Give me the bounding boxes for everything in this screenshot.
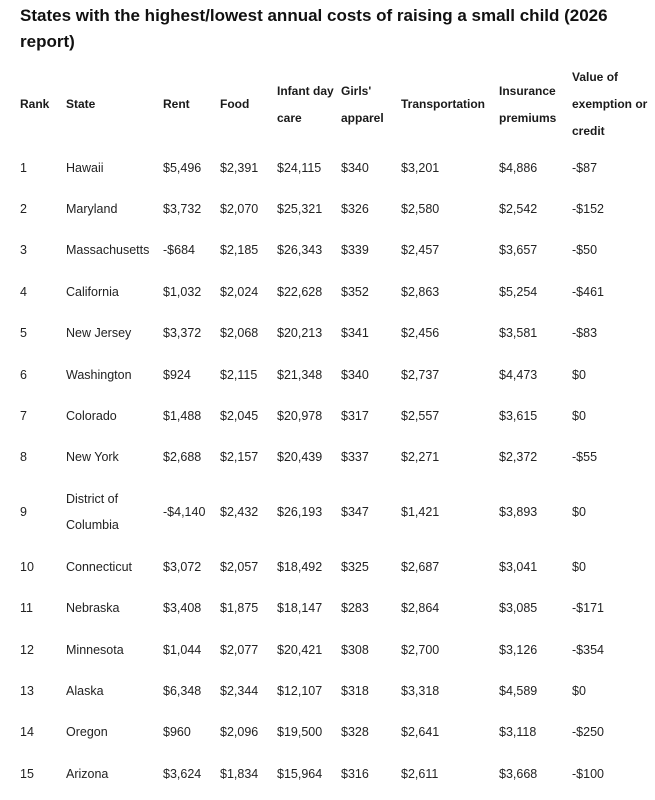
cell-insurance-premiums: $3,085 — [499, 601, 538, 616]
cell-state: California — [66, 284, 119, 299]
cell-food: $2,077 — [220, 642, 259, 657]
cell-rank: 14 — [20, 725, 34, 740]
cell-insurance-premiums: $3,668 — [499, 766, 538, 781]
cell-rank: 8 — [20, 450, 27, 465]
cell-exemption: -$461 — [572, 284, 604, 299]
cell-insurance-premiums: $3,615 — [499, 409, 538, 424]
cell-food: $1,875 — [220, 601, 259, 616]
cost-table — [20, 62, 650, 794]
cell-transportation: $2,641 — [401, 725, 440, 740]
cell-girls-apparel: $325 — [341, 559, 369, 574]
cell-state: Nebraska — [66, 601, 120, 616]
cell-rent: -$4,140 — [163, 505, 206, 520]
table-row — [20, 313, 650, 354]
cell-rent: $3,408 — [163, 601, 202, 616]
cell-state: Minnesota — [66, 642, 124, 657]
cell-state: Massachusetts — [66, 243, 150, 258]
cell-transportation: $2,457 — [401, 243, 440, 258]
cell-rank: 4 — [20, 284, 27, 299]
cell-rank: 1 — [20, 160, 27, 175]
cell-rent: $960 — [163, 725, 191, 740]
cell-food: $2,068 — [220, 326, 259, 341]
cell-girls-apparel: $308 — [341, 642, 369, 657]
cell-state: Maryland — [66, 202, 118, 217]
cell-insurance-premiums: $3,581 — [499, 326, 538, 341]
table-row — [20, 395, 650, 436]
cell-insurance-premiums: $2,372 — [499, 450, 538, 465]
cell-transportation: $2,580 — [401, 202, 440, 217]
table-row — [20, 546, 650, 587]
cell-insurance-premiums: $3,118 — [499, 725, 537, 740]
cell-state: Arizona — [66, 766, 109, 781]
cell-state: New Jersey — [66, 326, 132, 341]
table-row — [20, 354, 650, 395]
cell-rent: $3,732 — [163, 202, 202, 217]
cell-insurance-premiums: $3,041 — [499, 559, 538, 574]
cell-transportation: $2,700 — [401, 642, 440, 657]
cell-girls-apparel: $316 — [341, 766, 369, 781]
table-row — [20, 588, 650, 629]
cell-food: $2,096 — [220, 725, 259, 740]
table-row — [20, 271, 650, 312]
cell-rent: $5,496 — [163, 160, 202, 175]
table-row — [20, 437, 650, 478]
cell-infant-day-care: $12,107 — [277, 683, 323, 698]
cell-exemption: $0 — [572, 683, 586, 698]
cell-food: $2,157 — [220, 450, 259, 465]
header-transportation: Transportation — [401, 97, 486, 111]
cell-exemption: -$55 — [572, 450, 598, 465]
cell-food: $2,432 — [220, 505, 259, 520]
cell-exemption: -$250 — [572, 725, 604, 740]
cell-transportation: $3,318 — [401, 683, 440, 698]
cell-insurance-premiums: $4,589 — [499, 683, 538, 698]
cell-transportation: $2,737 — [401, 367, 440, 382]
cell-girls-apparel: $317 — [341, 409, 369, 424]
cell-food: $2,115 — [220, 367, 258, 382]
cell-infant-day-care: $25,321 — [277, 202, 323, 217]
cell-transportation: $3,201 — [401, 160, 440, 175]
page-title: States with the highest/lowest annual costs of raising a small child (2026 report) — [20, 6, 608, 51]
cell-transportation: $2,456 — [401, 326, 440, 341]
table-body — [20, 147, 650, 794]
table-row — [20, 188, 650, 229]
cell-rank: 9 — [20, 505, 27, 520]
cell-insurance-premiums: $4,886 — [499, 160, 538, 175]
cell-food: $2,070 — [220, 202, 259, 217]
cell-rank: 2 — [20, 202, 27, 217]
cell-infant-day-care: $20,978 — [277, 409, 323, 424]
header-girls-apparel: Girls' apparel — [341, 83, 384, 125]
cell-girls-apparel: $340 — [341, 160, 369, 175]
cell-exemption: $0 — [572, 505, 586, 520]
table-row — [20, 478, 650, 546]
cell-rank: 10 — [20, 559, 34, 574]
cell-rent: $3,072 — [163, 559, 202, 574]
cell-infant-day-care: $22,628 — [277, 284, 323, 299]
cell-insurance-premiums: $5,254 — [499, 284, 538, 299]
cell-insurance-premiums: $4,473 — [499, 367, 538, 382]
cell-girls-apparel: $347 — [341, 505, 369, 520]
cell-exemption: $0 — [572, 367, 586, 382]
header-insurance-premiums: Insurance premiums — [499, 83, 557, 125]
cell-state: New York — [66, 450, 119, 465]
cell-infant-day-care: $20,213 — [277, 326, 323, 341]
cell-girls-apparel: $337 — [341, 450, 369, 465]
table-row — [20, 712, 650, 753]
cell-state: Connecticut — [66, 559, 133, 574]
cell-girls-apparel: $326 — [341, 202, 369, 217]
table-row — [20, 230, 650, 271]
cell-insurance-premiums: $2,542 — [499, 202, 538, 217]
cell-girls-apparel: $352 — [341, 284, 369, 299]
cell-rent: $924 — [163, 367, 191, 382]
cell-girls-apparel: $328 — [341, 725, 369, 740]
cell-girls-apparel: $341 — [341, 326, 369, 341]
cell-girls-apparel: $283 — [341, 601, 369, 616]
header-rank: Rank — [20, 97, 50, 111]
cell-rank: 7 — [20, 409, 27, 424]
cell-transportation: $2,557 — [401, 409, 440, 424]
cell-food: $1,834 — [220, 766, 259, 781]
cell-food: $2,344 — [220, 683, 259, 698]
cell-transportation: $2,863 — [401, 284, 440, 299]
cell-rent: -$684 — [163, 243, 195, 258]
cell-infant-day-care: $19,500 — [277, 725, 323, 740]
cell-infant-day-care: $26,343 — [277, 243, 323, 258]
cell-state: Oregon — [66, 725, 108, 740]
cell-rank: 6 — [20, 367, 27, 382]
cell-rank: 15 — [20, 766, 34, 781]
table-row — [20, 147, 650, 188]
cell-rent: $1,044 — [163, 642, 202, 657]
cell-exemption: -$152 — [572, 202, 604, 217]
table-header-row — [20, 62, 650, 147]
cell-transportation: $2,271 — [401, 450, 440, 465]
cell-exemption: -$354 — [572, 642, 604, 657]
cell-transportation: $1,421 — [401, 505, 440, 520]
cell-infant-day-care: $20,439 — [277, 450, 323, 465]
cell-state: Hawaii — [66, 160, 104, 175]
cell-girls-apparel: $340 — [341, 367, 369, 382]
cell-exemption: $0 — [572, 559, 586, 574]
cell-rank: 3 — [20, 243, 27, 258]
cell-food: $2,185 — [220, 243, 259, 258]
cell-girls-apparel: $339 — [341, 243, 369, 258]
cell-infant-day-care: $21,348 — [277, 367, 323, 382]
cell-rent: $6,348 — [163, 683, 202, 698]
cell-infant-day-care: $15,964 — [277, 766, 323, 781]
cell-infant-day-care: $18,492 — [277, 559, 323, 574]
cell-rent: $3,372 — [163, 326, 202, 341]
cell-infant-day-care: $26,193 — [277, 505, 323, 520]
cell-rank: 13 — [20, 683, 34, 698]
cell-exemption: -$83 — [572, 326, 598, 341]
cell-state: District of Columbia — [66, 492, 119, 533]
table-row — [20, 629, 650, 670]
cell-exemption: -$87 — [572, 160, 598, 175]
cell-insurance-premiums: $3,126 — [499, 642, 538, 657]
cell-rent: $3,624 — [163, 766, 202, 781]
cell-transportation: $2,864 — [401, 601, 440, 616]
cell-insurance-premiums: $3,893 — [499, 505, 538, 520]
cell-food: $2,057 — [220, 559, 259, 574]
header-infant-day-care: Infant day care — [277, 83, 334, 125]
cell-transportation: $2,611 — [401, 766, 439, 781]
cell-transportation: $2,687 — [401, 559, 440, 574]
cell-girls-apparel: $318 — [341, 683, 369, 698]
cell-state: Colorado — [66, 409, 117, 424]
header-state: State — [66, 97, 96, 111]
cell-food: $2,391 — [220, 160, 259, 175]
table-row — [20, 670, 650, 711]
cell-food: $2,045 — [220, 409, 259, 424]
cell-exemption: -$50 — [572, 243, 598, 258]
cell-rank: 5 — [20, 326, 27, 341]
table-row — [20, 753, 650, 794]
header-rent: Rent — [163, 97, 190, 111]
cell-exemption: $0 — [572, 409, 586, 424]
cell-rank: 11 — [20, 601, 33, 616]
cell-state: Washington — [66, 367, 132, 382]
cell-insurance-premiums: $3,657 — [499, 243, 538, 258]
cell-state: Alaska — [66, 683, 104, 698]
cell-infant-day-care: $20,421 — [277, 642, 323, 657]
cell-infant-day-care: $24,115 — [277, 160, 322, 175]
cell-rent: $2,688 — [163, 450, 202, 465]
cell-exemption: -$100 — [572, 766, 604, 781]
header-food: Food — [220, 97, 250, 111]
cell-rent: $1,488 — [163, 409, 202, 424]
cell-exemption: -$171 — [572, 601, 604, 616]
cell-rent: $1,032 — [163, 284, 202, 299]
cell-food: $2,024 — [220, 284, 259, 299]
header-exemption: Value of exemption or credit — [572, 70, 648, 138]
cell-infant-day-care: $18,147 — [277, 601, 323, 616]
cell-rank: 12 — [20, 642, 34, 657]
